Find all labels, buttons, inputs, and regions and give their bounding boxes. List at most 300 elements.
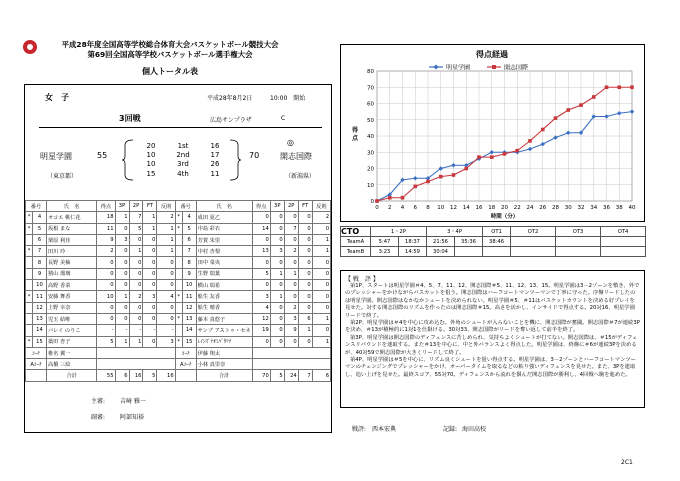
timeout-time — [556, 247, 601, 257]
legend-label: 明星学園 — [446, 64, 471, 72]
y-tick-label: 40 — [367, 134, 374, 140]
coach-label: Aｺｰﾁ — [26, 359, 47, 370]
player-points: 13 — [252, 246, 270, 257]
player-name: 成田 夏乙 — [196, 212, 252, 223]
player-points: 10 — [97, 291, 115, 302]
quarter-row — [137, 160, 229, 169]
timeout-time: 14:59 — [399, 247, 427, 257]
player-number: 5 — [182, 223, 196, 234]
table-row — [26, 336, 331, 347]
player-name: ﾚｲﾝｽﾞﾅｵﾐﾊﾟｳﾘﾅ — [196, 336, 252, 347]
court: C — [281, 115, 286, 122]
x-tick-label: 18 — [488, 205, 496, 211]
table-row — [26, 234, 331, 245]
data-point — [451, 163, 455, 167]
player-name: 猪山 瑠璃 — [46, 268, 96, 279]
starter-mark — [26, 268, 33, 279]
x-tick-label: 6 — [413, 205, 417, 211]
player-fouls: 1 — [157, 234, 175, 245]
q-b-score: 11 — [210, 169, 220, 178]
player-name: 中村 杏梨 — [196, 246, 252, 257]
table-row — [26, 212, 331, 223]
player-number: 6 — [182, 234, 196, 245]
timeout-time — [601, 237, 646, 247]
player-name: 高野 香菜 — [46, 280, 96, 291]
player-points: 0 — [252, 280, 270, 291]
coach-name: 高橋 三絵 — [46, 359, 96, 370]
player-3p: - — [115, 325, 129, 336]
timeout-row — [341, 247, 646, 257]
player-2p: 7 — [129, 212, 143, 223]
player-table — [25, 200, 331, 382]
data-point — [528, 147, 532, 151]
player-ft: 0 — [298, 223, 312, 234]
table-row — [26, 257, 331, 268]
y-tick-label: 0 — [370, 199, 374, 205]
player-ft: 0 — [298, 212, 312, 223]
timeout-time: 5:47 — [371, 237, 399, 247]
player-ft: 0 — [143, 280, 157, 291]
starter-mark — [175, 280, 182, 291]
table-header-row — [26, 201, 331, 212]
q-label: 4th — [177, 169, 189, 178]
player-points: 14 — [252, 223, 270, 234]
player-2p: 0 — [284, 257, 298, 268]
data-point — [630, 109, 634, 113]
timeout-half2-label: 3・4P — [427, 227, 483, 237]
chart-title: 得点経過 — [476, 50, 508, 59]
player-3p: 1 — [115, 212, 129, 223]
data-point — [464, 167, 468, 171]
player-3p: 3 — [115, 234, 129, 245]
data-point — [503, 152, 507, 156]
starter-mark — [26, 302, 33, 313]
y-tick-label: 10 — [367, 182, 374, 189]
player-points: 0 — [252, 336, 270, 347]
player-name: 安藤 舞香 — [46, 291, 96, 302]
bracket-right — [228, 139, 242, 181]
quarter-row — [137, 141, 229, 150]
player-3p: 0 — [270, 223, 284, 234]
commentary-panel — [340, 270, 645, 408]
player-name: 横山 瑞希 — [196, 280, 252, 291]
q-label: 2nd — [176, 151, 190, 160]
player-2p: 3 — [284, 313, 298, 324]
player-fouls: 1 — [157, 223, 175, 234]
team-b-pref: （新潟県） — [285, 173, 316, 180]
legend-marker-icon — [492, 65, 496, 69]
player-name: バレイ のりこ — [46, 325, 96, 336]
starter-mark: * — [175, 336, 182, 347]
player-ft: 1 — [143, 212, 157, 223]
player-2p: 0 — [284, 336, 298, 347]
player-fouls: 0 — [157, 268, 175, 279]
data-point — [579, 103, 583, 107]
player-3p: 0 — [115, 302, 129, 313]
x-tick-label: 34 — [590, 205, 598, 211]
starter-mark: * — [26, 291, 33, 302]
player-fouls: 0 — [312, 291, 330, 302]
timeout-time: 21:56 — [427, 237, 455, 247]
y-axis-label-char: 点 — [351, 135, 359, 142]
tournament-title: 平成28年度全国高等学校総合体育大会バスケットボール競技大会 — [61, 40, 279, 49]
player-2p: 2 — [284, 302, 298, 313]
quarter-scores — [137, 141, 229, 179]
starter-mark: * — [175, 291, 182, 302]
starter-mark — [175, 234, 182, 245]
player-ft: 3 — [143, 291, 157, 302]
player-number: 10 — [182, 280, 196, 291]
player-name: 船生 友香 — [196, 291, 252, 302]
data-point — [554, 116, 558, 120]
team-b-score: 70 — [249, 151, 260, 160]
player-ft: 0 — [298, 291, 312, 302]
starter-mark — [26, 234, 33, 245]
timeout-team-label: TeamB — [341, 247, 371, 257]
total-fouls: 6 — [312, 370, 330, 381]
player-fouls: 0 — [157, 257, 175, 268]
player-number: 7 — [182, 246, 196, 257]
table-row — [26, 280, 331, 291]
player-2p: 0 — [284, 212, 298, 223]
player-ft: 0 — [143, 234, 157, 245]
data-point — [617, 111, 621, 115]
q-a-score: 15 — [146, 169, 156, 178]
game-date: 平成28年8月2日 — [207, 95, 253, 102]
player-name: 長野 美柚 — [46, 257, 96, 268]
starter-mark — [175, 246, 182, 257]
q-b-score: 17 — [210, 151, 220, 160]
player-2p: 1 — [284, 268, 298, 279]
player-ft: 0 — [298, 302, 312, 313]
commentary-title: 【 戦 評 】 — [345, 276, 379, 283]
col-header-2p: 2P — [284, 201, 298, 212]
player-fouls: 0 — [312, 223, 330, 234]
y-axis-label-char: 得 — [351, 127, 359, 134]
player-number: 4 — [182, 212, 196, 223]
col-header-3p: 3P — [115, 201, 129, 212]
player-2p: 7 — [284, 223, 298, 234]
player-ft: 1 — [143, 223, 157, 234]
player-3p: 1 — [270, 291, 284, 302]
player-fouls: 1 — [312, 246, 330, 257]
total-points: 55 — [97, 370, 115, 381]
timeout-cto-label: CTO — [341, 227, 371, 237]
data-point — [413, 185, 417, 189]
player-2p: 0 — [129, 302, 143, 313]
quarter-row — [137, 150, 229, 159]
y-tick-label: 30 — [367, 150, 374, 157]
q-label: 3rd — [177, 160, 189, 169]
starter-mark: * — [175, 313, 182, 324]
commentary-paragraph: 第1P、スタートは明星学園＃4、5、7、11、12、開志国際＃5、11、12、13、15。明星学園は3－2ゾーンを敷き、外でのプレッシャーをかけながらバスカットを狙う。開志国際はハーフコートマンツーマンで丁寧に守った。序盤リードしたのは明星学園。開志国際はなかなかシュートを決められない。明星学園＃5、＃11はバスケットカウントを決める好プレイを見せた。対する開志国際のリズムを作ったのは開志国際＃15。高さを活かし、インサイドで得点する。20対16、明星学園リードで終了。 — [345, 283, 640, 319]
player-2p: 0 — [129, 280, 143, 291]
player-points: 3 — [252, 291, 270, 302]
timeout-time — [483, 247, 511, 257]
player-points: 5 — [252, 268, 270, 279]
col-header-2p: 2P — [129, 201, 143, 212]
player-fouls: 1 — [157, 246, 175, 257]
player-name: 築田 杏子 — [46, 336, 96, 347]
coach-name: 椎名 翼一 — [46, 347, 96, 358]
player-ft: 0 — [143, 257, 157, 268]
player-ft: 0 — [143, 268, 157, 279]
timeout-table — [340, 226, 646, 257]
player-3p: 0 — [270, 212, 284, 223]
timeout-time — [511, 237, 556, 247]
x-tick-label: 0 — [375, 205, 379, 211]
player-3p: 0 — [115, 257, 129, 268]
empty-cell — [97, 347, 175, 358]
player-2p: 1 — [129, 336, 143, 347]
table-row — [26, 246, 331, 257]
deputy-referee-name: 阿部知裕 — [120, 414, 145, 421]
game-time: 10:00 開始 — [270, 95, 306, 102]
score-progress-chart-panel — [340, 44, 645, 222]
total-ft: 7 — [298, 370, 312, 381]
player-number: 14 — [32, 325, 46, 336]
player-fouls: 0 — [157, 302, 175, 313]
venue: 広島サンプラザ — [210, 117, 252, 124]
bracket-left — [121, 139, 135, 181]
timeout-time — [601, 247, 646, 257]
player-2p: 9 — [284, 325, 298, 336]
q-b-score: 26 — [210, 160, 220, 169]
timeout-half1-label: 1・2P — [371, 227, 427, 237]
y-tick-label: 60 — [367, 101, 374, 108]
data-point — [515, 149, 519, 153]
player-number: 6 — [32, 234, 46, 245]
player-fouls: 2 — [157, 212, 175, 223]
deputy-referee-label: 副審: — [91, 414, 106, 421]
player-points: 0 — [252, 212, 270, 223]
x-tick-label: 32 — [577, 205, 585, 211]
total-points: 70 — [252, 370, 270, 381]
page-number: 2C1 — [621, 459, 633, 466]
col-header-ft: FT — [143, 201, 157, 212]
player-number: 9 — [32, 268, 46, 279]
timeout-time: 3:23 — [371, 247, 399, 257]
player-ft: 0 — [298, 257, 312, 268]
data-point — [617, 85, 621, 89]
player-name: 児玉 結唯 — [46, 313, 96, 324]
x-tick-label: 40 — [628, 205, 636, 211]
timeout-ot2-label: OT2 — [511, 227, 556, 237]
x-tick-label: 20 — [501, 205, 508, 211]
timeout-header-row — [341, 227, 646, 237]
player-number: 9 — [182, 268, 196, 279]
y-tick-label: 70 — [367, 85, 374, 92]
player-name: 藤本 真悠子 — [196, 313, 252, 324]
table-row — [26, 313, 331, 324]
col-header-fouls: 反則 — [312, 201, 330, 212]
timeout-time — [455, 247, 483, 257]
data-point — [375, 199, 379, 203]
starter-mark — [175, 268, 182, 279]
player-3p: 0 — [270, 302, 284, 313]
data-point — [401, 196, 405, 200]
coach-row — [26, 347, 331, 358]
x-tick-label: 28 — [552, 205, 559, 211]
legend-marker-icon — [434, 65, 439, 70]
data-point — [452, 173, 456, 177]
x-tick-label: 2 — [388, 205, 392, 211]
player-2p: 0 — [129, 234, 143, 245]
x-tick-label: 26 — [539, 205, 547, 211]
data-point — [592, 95, 596, 99]
q-a-score: 10 — [146, 151, 156, 160]
commentary-body — [345, 283, 640, 379]
quarter-row — [137, 169, 229, 178]
timeout-team-label: TeamA — [341, 237, 371, 247]
col-header-num: 番号 — [175, 201, 196, 212]
player-3p: 0 — [270, 257, 284, 268]
player-2p: 5 — [129, 223, 143, 234]
timeout-time: 18:37 — [399, 237, 427, 247]
commentary-paragraph: 第3P、明星学園は開志国際のディフェンスに苦しめられ、気持ちよくシュートが打てない。開志国際は、＃15がディフェンスリバウンドを連取する。また＃13を中心に、中と外バランスよく得点した。明星学園は、終盤に＃6が連続3Pを決めるが、40対59で開志国際が大きくリードして終了。 — [345, 334, 638, 356]
player-3p: 0 — [115, 280, 129, 291]
total-2p: 16 — [129, 370, 143, 381]
legend-label: 開志国際 — [504, 64, 529, 72]
player-name: 船生 晴香 — [196, 302, 252, 313]
team-a-score: 55 — [97, 151, 108, 160]
player-2p: - — [129, 325, 143, 336]
player-fouls: 1 — [312, 234, 330, 245]
data-point — [630, 85, 634, 89]
x-tick-label: 24 — [526, 205, 534, 211]
player-name: オコエ 桃仁花 — [46, 212, 96, 223]
player-name: 坂根 まな — [46, 223, 96, 234]
data-point — [541, 128, 545, 132]
x-tick-label: 36 — [603, 205, 610, 211]
q-a-score: 10 — [146, 160, 156, 169]
starter-mark — [26, 257, 33, 268]
player-2p: 0 — [129, 268, 143, 279]
player-ft: 0 — [143, 302, 157, 313]
x-tick-label: 4 — [400, 205, 405, 211]
player-stats-panel — [24, 84, 332, 433]
player-name: 生野 瑞葉 — [196, 268, 252, 279]
player-number: 8 — [32, 257, 46, 268]
player-3p: 0 — [270, 280, 284, 291]
player-3p: 0 — [115, 313, 129, 324]
player-points: 2 — [97, 246, 115, 257]
player-name: 中島 彩衣 — [196, 223, 252, 234]
player-name: 上野 幸奈 — [46, 302, 96, 313]
col-header-points: 得点 — [97, 201, 115, 212]
player-fouls: - — [157, 325, 175, 336]
starter-mark — [175, 257, 182, 268]
x-axis-label: 時間（分） — [490, 214, 519, 220]
recorder-name: 海田高校 — [462, 426, 487, 433]
data-point — [490, 155, 494, 159]
team-a-name: 明星学園 — [40, 152, 72, 161]
player-2p: 2 — [129, 291, 143, 302]
table-row — [26, 291, 331, 302]
player-name: 田川 玲 — [46, 246, 96, 257]
player-3p: 0 — [115, 223, 129, 234]
timeout-ot1-label: OT1 — [483, 227, 511, 237]
total-label: 合計 — [46, 370, 96, 381]
assistant-coach-row — [26, 359, 331, 370]
player-fouls: 4 — [157, 291, 175, 302]
empty-cell — [175, 370, 196, 381]
timeout-row — [341, 237, 646, 247]
empty-cell — [26, 370, 47, 381]
col-header-name: 氏 名 — [46, 201, 96, 212]
player-fouls: 1 — [312, 313, 330, 324]
player-ft: 0 — [298, 336, 312, 347]
chief-referee-label: 主審: — [91, 398, 106, 405]
col-header-fouls: 反則 — [157, 201, 175, 212]
player-number: 12 — [32, 302, 46, 313]
player-name: サンブ アストゥ・セネ — [196, 325, 252, 336]
player-3p: 0 — [115, 246, 129, 257]
coach-label: Aｺｰﾁ — [175, 359, 196, 370]
player-points: 0 — [97, 268, 115, 279]
player-fouls: 0 — [157, 280, 175, 291]
total-ft: 5 — [143, 370, 157, 381]
total-3p: 6 — [115, 370, 129, 381]
x-tick-label: 12 — [450, 205, 457, 211]
table-row — [26, 325, 331, 336]
player-number: 11 — [182, 291, 196, 302]
player-3p: 0 — [270, 325, 284, 336]
player-3p: 0 — [115, 268, 129, 279]
x-tick-label: 8 — [426, 205, 430, 211]
player-number: 12 — [182, 302, 196, 313]
x-tick-label: 22 — [513, 205, 521, 211]
table-row — [26, 223, 331, 234]
data-point — [605, 85, 609, 89]
empty-cell — [252, 359, 330, 370]
data-point — [528, 139, 532, 143]
total-2p: 24 — [284, 370, 298, 381]
data-point — [566, 131, 570, 135]
player-points: 9 — [97, 234, 115, 245]
data-point — [477, 155, 481, 159]
player-ft: 0 — [143, 336, 157, 347]
player-3p: 3 — [270, 246, 284, 257]
q-a-score: 20 — [146, 141, 156, 150]
player-2p: 0 — [129, 313, 143, 324]
coach-label: ｺｰﾁ — [26, 347, 47, 358]
col-header-name: 氏 名 — [196, 201, 252, 212]
player-name: 田中 菜央 — [196, 257, 252, 268]
y-tick-label: 80 — [367, 69, 374, 75]
data-point — [604, 114, 608, 118]
player-fouls: 0 — [312, 280, 330, 291]
col-header-ft: FT — [298, 201, 312, 212]
player-3p: 0 — [270, 234, 284, 245]
recorder-label: 記録: — [443, 426, 458, 433]
x-tick-label: 14 — [462, 205, 470, 211]
player-points: 5 — [97, 336, 115, 347]
starter-mark: * — [26, 336, 33, 347]
player-number: 10 — [32, 280, 46, 291]
total-fouls: 16 — [157, 370, 175, 381]
starter-mark: * — [26, 212, 33, 223]
col-header-points: 得点 — [252, 201, 270, 212]
data-point — [490, 150, 494, 154]
starter-mark — [175, 325, 182, 336]
total-3p: 5 — [270, 370, 284, 381]
round-label: 3回戦 — [119, 114, 141, 123]
player-number: 7 — [32, 246, 46, 257]
player-3p: 0 — [270, 313, 284, 324]
timeout-time: 38:46 — [483, 237, 511, 247]
starter-mark — [26, 313, 33, 324]
